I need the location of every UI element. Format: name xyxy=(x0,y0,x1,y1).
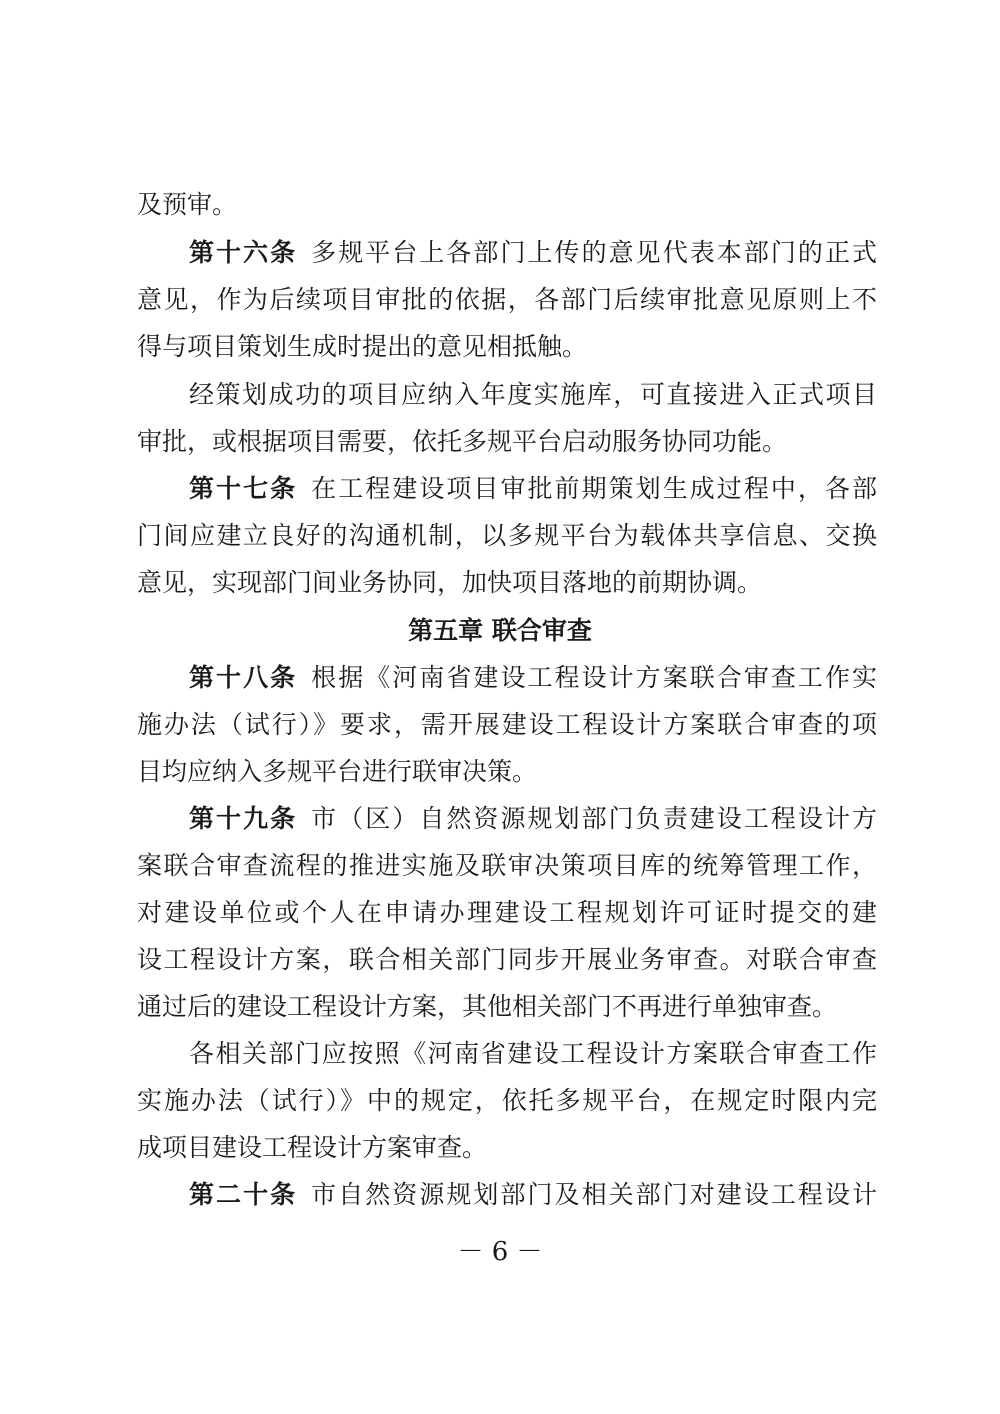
article-number: 第十六条 xyxy=(189,238,298,267)
article-number: 第十九条 xyxy=(189,804,298,833)
body-text: 及预审。 xyxy=(137,190,238,219)
article-number: 第十七条 xyxy=(189,474,298,503)
body-text: 设工程设计方案，联合相关部门同步开展业务审查。对联合审查 xyxy=(137,945,877,974)
body-text: 根据《河南省建设工程设计方案联合审查工作实 xyxy=(311,663,877,692)
body-text: 意见，作为后续项目审批的依据，各部门后续审批意见原则上不 xyxy=(137,285,877,314)
body-text: 目均应纳入多规平台进行联审决策。 xyxy=(137,757,538,786)
body-text: 市自然资源规划部门及相关部门对建设工程设计 xyxy=(311,1180,877,1209)
body-text: 各相关部门应按照《河南省建设工程设计方案联合审查工作 xyxy=(189,1039,877,1068)
body-line xyxy=(137,985,877,1029)
body-text: 实施办法（试行）》中的规定，依托多规平台，在规定时限内完 xyxy=(137,1086,877,1115)
body-line xyxy=(189,1032,877,1076)
body-text: 通过后的建设工程设计方案，其他相关部门不再进行单独审查。 xyxy=(137,992,838,1021)
body-text: 审批，或根据项目需要，依托多规平台启动服务协同功能。 xyxy=(137,427,788,456)
body-line xyxy=(189,1173,877,1217)
chapter-heading: 第五章 联合审查 xyxy=(408,616,592,645)
body-line xyxy=(137,1079,877,1123)
body-text: 对建设单位或个人在申请办理建设工程规划许可证时提交的建 xyxy=(137,898,877,927)
body-line xyxy=(137,938,877,982)
article-number: 第二十条 xyxy=(189,1180,298,1209)
body-text: 经策划成功的项目应纳入年度实施库，可直接进入正式项目 xyxy=(189,380,877,409)
page-number: － 6 － xyxy=(457,1237,543,1267)
article-number: 第十八条 xyxy=(189,663,298,692)
body-text: 在工程建设项目审批前期策划生成过程中，各部 xyxy=(311,474,877,503)
body-text: 门间应建立良好的沟通机制，以多规平台为载体共享信息、交换 xyxy=(137,521,877,550)
body-line xyxy=(137,325,877,369)
body-line xyxy=(137,514,877,558)
body-text: 成项目建设工程设计方案审查。 xyxy=(137,1133,488,1162)
body-line xyxy=(137,750,877,794)
body-text: 市（区）自然资源规划部门负责建设工程设计方 xyxy=(311,804,877,833)
body-line xyxy=(137,891,877,935)
body-text: 案联合审查流程的推进实施及联审决策项目库的统筹管理工作， xyxy=(137,851,877,880)
body-line xyxy=(189,467,877,511)
body-text: 意见，实现部门间业务协同，加快项目落地的前期协调。 xyxy=(137,568,763,597)
body-line xyxy=(137,703,877,747)
body-line xyxy=(189,231,877,275)
body-text: 得与项目策划生成时提出的意见相抵触。 xyxy=(137,332,588,361)
body-line xyxy=(137,844,877,888)
body-line xyxy=(137,1126,877,1170)
body-line xyxy=(137,278,877,322)
body-line xyxy=(137,561,877,605)
body-line xyxy=(189,373,877,417)
body-line xyxy=(137,420,877,464)
body-text: 施办法（试行）》要求，需开展建设工程设计方案联合审查的项 xyxy=(137,710,877,739)
body-line xyxy=(137,183,877,227)
body-line xyxy=(189,656,877,700)
body-text: 多规平台上各部门上传的意见代表本部门的正式 xyxy=(311,238,877,267)
body-line xyxy=(189,797,877,841)
